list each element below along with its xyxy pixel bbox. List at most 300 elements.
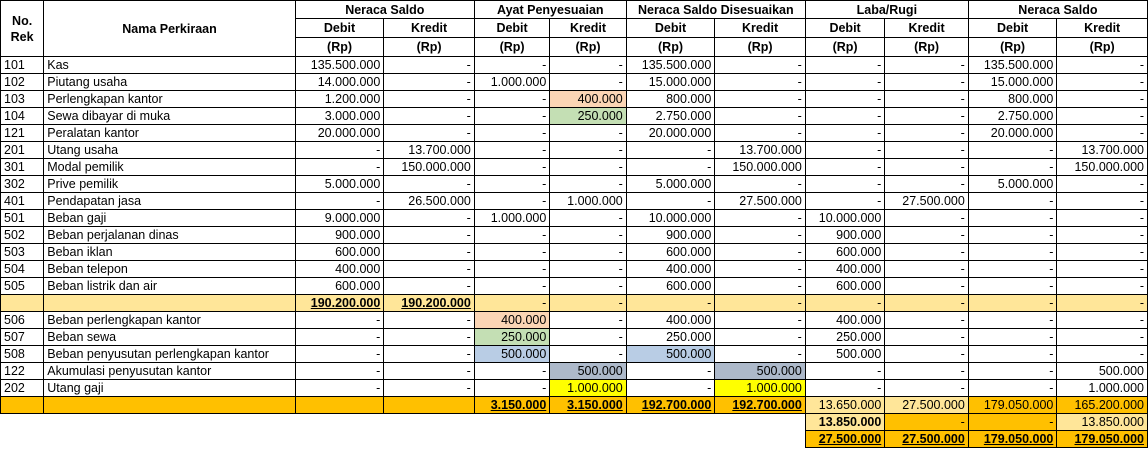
account-number: 507 xyxy=(1,329,44,346)
amount-cell: 20.000.000 xyxy=(295,125,384,142)
table-row xyxy=(1,142,1148,159)
amount-cell: 27.500.000 xyxy=(885,193,969,210)
header-kredit: Kredit xyxy=(715,19,806,38)
amount-cell: - xyxy=(968,278,1057,295)
amount-cell: - xyxy=(715,244,806,261)
amount-cell: 1.200.000 xyxy=(295,91,384,108)
amount-cell: 900.000 xyxy=(626,227,715,244)
amount-cell: 500.000 xyxy=(805,346,884,363)
amount-cell: - xyxy=(1057,346,1148,363)
header-group-laba-rugi: Laba/Rugi xyxy=(805,1,968,19)
amount-cell: 900.000 xyxy=(295,227,384,244)
account-number: 104 xyxy=(1,108,44,125)
amount-cell: 13.700.000 xyxy=(1057,142,1148,159)
amount-cell: - xyxy=(968,295,1057,312)
amount-cell: - xyxy=(384,125,475,142)
amount-cell: - xyxy=(384,176,475,193)
amount-cell: - xyxy=(626,295,715,312)
summary-cell: - xyxy=(968,414,1057,431)
amount-cell: 3.000.000 xyxy=(295,108,384,125)
header-group-neraca-saldo-akhir: Neraca Saldo xyxy=(968,1,1147,19)
header-debit: Debit xyxy=(474,19,549,38)
amount-cell: - xyxy=(384,312,475,329)
header-kredit: Kredit xyxy=(384,19,475,38)
account-name: Sewa dibayar di muka xyxy=(44,108,296,125)
amount-cell: 165.200.000 xyxy=(1057,397,1148,414)
summary-row xyxy=(1,414,1148,431)
amount-cell: 9.000.000 xyxy=(295,210,384,227)
account-number: 101 xyxy=(1,57,44,74)
amount-cell: - xyxy=(715,278,806,295)
summary-cell: 27.500.000 xyxy=(885,431,969,448)
amount-cell: 135.500.000 xyxy=(968,57,1057,74)
amount-cell: - xyxy=(885,108,969,125)
account-number: 508 xyxy=(1,346,44,363)
amount-cell: - xyxy=(1057,176,1148,193)
amount-cell: - xyxy=(805,363,884,380)
amount-cell: - xyxy=(550,329,626,346)
amount-cell: - xyxy=(384,91,475,108)
table-row xyxy=(1,74,1148,91)
amount-cell: 1.000.000 xyxy=(1057,380,1148,397)
amount-cell: - xyxy=(885,329,969,346)
amount-cell: 3.150.000 xyxy=(550,397,626,414)
header-debit: Debit xyxy=(295,19,384,38)
account-name xyxy=(44,295,296,312)
amount-cell: - xyxy=(384,329,475,346)
amount-cell: - xyxy=(474,261,549,278)
amount-cell: - xyxy=(968,244,1057,261)
header-unit: (Rp) xyxy=(474,38,549,57)
account-number: 501 xyxy=(1,210,44,227)
amount-cell: 1.000.000 xyxy=(550,380,626,397)
table-row xyxy=(1,278,1148,295)
amount-cell: 1.000.000 xyxy=(474,74,549,91)
account-name: Beban gaji xyxy=(44,210,296,227)
amount-cell: 5.000.000 xyxy=(295,176,384,193)
amount-cell: - xyxy=(1057,227,1148,244)
account-name: Modal pemilik xyxy=(44,159,296,176)
header-kredit: Kredit xyxy=(1057,19,1148,38)
amount-cell: - xyxy=(384,210,475,227)
amount-cell: 5.000.000 xyxy=(968,176,1057,193)
amount-cell: - xyxy=(550,295,626,312)
amount-cell: - xyxy=(550,57,626,74)
account-number: 302 xyxy=(1,176,44,193)
amount-cell: - xyxy=(550,74,626,91)
amount-cell: 800.000 xyxy=(968,91,1057,108)
amount-cell: - xyxy=(885,74,969,91)
summary-cell: 13.850.000 xyxy=(805,414,884,431)
table-row xyxy=(1,159,1148,176)
amount-cell: - xyxy=(1057,244,1148,261)
account-number xyxy=(1,295,44,312)
amount-cell: - xyxy=(474,227,549,244)
account-number: 102 xyxy=(1,74,44,91)
summary-cell: 13.850.000 xyxy=(1057,414,1148,431)
amount-cell: - xyxy=(968,227,1057,244)
amount-cell: - xyxy=(384,261,475,278)
amount-cell: - xyxy=(805,57,884,74)
amount-cell: - xyxy=(715,91,806,108)
amount-cell: - xyxy=(885,312,969,329)
amount-cell: - xyxy=(1057,91,1148,108)
amount-cell: - xyxy=(805,142,884,159)
amount-cell: - xyxy=(384,57,475,74)
amount-cell: - xyxy=(968,159,1057,176)
account-name: Utang usaha xyxy=(44,142,296,159)
summary-row xyxy=(1,431,1148,448)
amount-cell: 150.000.000 xyxy=(715,159,806,176)
amount-cell: - xyxy=(550,227,626,244)
amount-cell: 500.000 xyxy=(1057,363,1148,380)
amount-cell: - xyxy=(805,91,884,108)
account-number: 121 xyxy=(1,125,44,142)
amount-cell: - xyxy=(805,74,884,91)
account-name: Beban perlengkapan kantor xyxy=(44,312,296,329)
amount-cell: - xyxy=(1057,57,1148,74)
amount-cell: - xyxy=(384,244,475,261)
amount-cell: - xyxy=(1057,329,1148,346)
amount-cell: - xyxy=(295,193,384,210)
table-row xyxy=(1,125,1148,142)
account-number: 502 xyxy=(1,227,44,244)
amount-cell: - xyxy=(805,176,884,193)
header-group-ayat-penyesuaian: Ayat Penyesuaian xyxy=(474,1,626,19)
amount-cell: - xyxy=(1057,312,1148,329)
amount-cell: - xyxy=(805,380,884,397)
amount-cell: - xyxy=(626,380,715,397)
amount-cell: - xyxy=(885,210,969,227)
amount-cell: - xyxy=(885,244,969,261)
amount-cell: - xyxy=(885,142,969,159)
amount-cell: - xyxy=(626,193,715,210)
amount-cell: - xyxy=(626,142,715,159)
summary-spacer xyxy=(1,414,806,431)
amount-cell: - xyxy=(474,244,549,261)
account-number: 504 xyxy=(1,261,44,278)
amount-cell: - xyxy=(474,91,549,108)
amount-cell: - xyxy=(715,108,806,125)
amount-cell: 13.700.000 xyxy=(384,142,475,159)
table-row xyxy=(1,227,1148,244)
amount-cell: - xyxy=(968,193,1057,210)
amount-cell: - xyxy=(715,346,806,363)
amount-cell: 2.750.000 xyxy=(626,108,715,125)
account-name: Beban iklan xyxy=(44,244,296,261)
header-unit: (Rp) xyxy=(626,38,715,57)
amount-cell: - xyxy=(805,125,884,142)
amount-cell: 27.500.000 xyxy=(885,397,969,414)
amount-cell: - xyxy=(1057,108,1148,125)
amount-cell: - xyxy=(474,142,549,159)
amount-cell: - xyxy=(550,278,626,295)
account-number: 103 xyxy=(1,91,44,108)
summary-cell: - xyxy=(885,414,969,431)
account-number: 122 xyxy=(1,363,44,380)
amount-cell: - xyxy=(968,210,1057,227)
table-row xyxy=(1,329,1148,346)
header-kredit: Kredit xyxy=(885,19,969,38)
amount-cell: 600.000 xyxy=(626,244,715,261)
header-unit: (Rp) xyxy=(805,38,884,57)
amount-cell: - xyxy=(384,380,475,397)
amount-cell: 190.200.000 xyxy=(295,295,384,312)
table-row xyxy=(1,295,1148,312)
amount-cell: - xyxy=(715,329,806,346)
table-row xyxy=(1,397,1148,414)
header-debit: Debit xyxy=(968,19,1057,38)
amount-cell: 192.700.000 xyxy=(626,397,715,414)
amount-cell: - xyxy=(885,295,969,312)
amount-cell: - xyxy=(885,227,969,244)
amount-cell: 10.000.000 xyxy=(626,210,715,227)
amount-cell xyxy=(384,397,475,414)
amount-cell: 600.000 xyxy=(626,278,715,295)
account-name xyxy=(44,397,296,414)
amount-cell: - xyxy=(1057,278,1148,295)
amount-cell: - xyxy=(885,278,969,295)
amount-cell: - xyxy=(474,363,549,380)
amount-cell: 400.000 xyxy=(474,312,549,329)
amount-cell: - xyxy=(550,125,626,142)
amount-cell: 500.000 xyxy=(715,363,806,380)
amount-cell: - xyxy=(885,363,969,380)
amount-cell: - xyxy=(384,346,475,363)
amount-cell: - xyxy=(968,363,1057,380)
account-number xyxy=(1,397,44,414)
header-unit: (Rp) xyxy=(384,38,475,57)
header-nama-perkiraan: Nama Perkiraan xyxy=(44,1,296,57)
amount-cell: - xyxy=(474,295,549,312)
amount-cell: - xyxy=(1057,125,1148,142)
amount-cell: - xyxy=(885,57,969,74)
account-number: 503 xyxy=(1,244,44,261)
amount-cell: - xyxy=(384,74,475,91)
amount-cell: 250.000 xyxy=(805,329,884,346)
amount-cell: 800.000 xyxy=(626,91,715,108)
table-row xyxy=(1,193,1148,210)
amount-cell: - xyxy=(384,108,475,125)
table-row xyxy=(1,261,1148,278)
table-row xyxy=(1,57,1148,74)
amount-cell: 1.000.000 xyxy=(715,380,806,397)
table-row xyxy=(1,380,1148,397)
amount-cell: 1.000.000 xyxy=(474,210,549,227)
amount-cell: - xyxy=(550,142,626,159)
account-name: Prive pemilik xyxy=(44,176,296,193)
amount-cell: 500.000 xyxy=(626,346,715,363)
amount-cell: - xyxy=(474,108,549,125)
summary-spacer xyxy=(1,431,806,448)
account-name: Beban penyusutan perlengkapan kantor xyxy=(44,346,296,363)
amount-cell: - xyxy=(968,329,1057,346)
amount-cell: - xyxy=(1057,261,1148,278)
amount-cell: 2.750.000 xyxy=(968,108,1057,125)
header-unit: (Rp) xyxy=(550,38,626,57)
amount-cell: - xyxy=(715,295,806,312)
amount-cell: 250.000 xyxy=(626,329,715,346)
amount-cell: 600.000 xyxy=(295,244,384,261)
amount-cell: - xyxy=(295,329,384,346)
amount-cell: 600.000 xyxy=(805,244,884,261)
amount-cell: 20.000.000 xyxy=(626,125,715,142)
header-unit: (Rp) xyxy=(295,38,384,57)
amount-cell: 5.000.000 xyxy=(626,176,715,193)
table-row xyxy=(1,312,1148,329)
amount-cell: - xyxy=(384,363,475,380)
amount-cell: 1.000.000 xyxy=(550,193,626,210)
amount-cell: 15.000.000 xyxy=(626,74,715,91)
amount-cell: 27.500.000 xyxy=(715,193,806,210)
account-name: Utang gaji xyxy=(44,380,296,397)
amount-cell: - xyxy=(295,346,384,363)
amount-cell: - xyxy=(550,261,626,278)
header-debit: Debit xyxy=(626,19,715,38)
amount-cell: - xyxy=(715,227,806,244)
amount-cell: - xyxy=(295,159,384,176)
amount-cell: - xyxy=(805,159,884,176)
account-number: 505 xyxy=(1,278,44,295)
amount-cell: - xyxy=(384,278,475,295)
amount-cell: 3.150.000 xyxy=(474,397,549,414)
amount-cell: 150.000.000 xyxy=(384,159,475,176)
amount-cell: 135.500.000 xyxy=(295,57,384,74)
account-number: 202 xyxy=(1,380,44,397)
amount-cell: - xyxy=(1057,193,1148,210)
table-row xyxy=(1,91,1148,108)
amount-cell: - xyxy=(550,244,626,261)
amount-cell: - xyxy=(295,312,384,329)
amount-cell: - xyxy=(550,346,626,363)
amount-cell: - xyxy=(474,278,549,295)
summary-cell: 27.500.000 xyxy=(805,431,884,448)
amount-cell: - xyxy=(805,295,884,312)
amount-cell: 400.000 xyxy=(805,312,884,329)
amount-cell xyxy=(295,397,384,414)
amount-cell: 400.000 xyxy=(626,261,715,278)
account-name: Akumulasi penyusutan kantor xyxy=(44,363,296,380)
account-name: Peralatan kantor xyxy=(44,125,296,142)
amount-cell: 192.700.000 xyxy=(715,397,806,414)
amount-cell: - xyxy=(715,312,806,329)
amount-cell: 13.650.000 xyxy=(805,397,884,414)
account-name: Piutang usaha xyxy=(44,74,296,91)
amount-cell: 14.000.000 xyxy=(295,74,384,91)
account-name: Perlengkapan kantor xyxy=(44,91,296,108)
header-group-neraca-saldo: Neraca Saldo xyxy=(295,1,474,19)
header-unit: (Rp) xyxy=(885,38,969,57)
account-name: Beban perjalanan dinas xyxy=(44,227,296,244)
amount-cell: 600.000 xyxy=(295,278,384,295)
header-no-rek: No. Rek xyxy=(1,1,44,57)
amount-cell: - xyxy=(474,176,549,193)
amount-cell: - xyxy=(805,193,884,210)
amount-cell: - xyxy=(885,159,969,176)
amount-cell: - xyxy=(550,210,626,227)
amount-cell: - xyxy=(1057,295,1148,312)
amount-cell: - xyxy=(295,142,384,159)
amount-cell: - xyxy=(626,363,715,380)
amount-cell: - xyxy=(968,142,1057,159)
amount-cell: 400.000 xyxy=(626,312,715,329)
amount-cell: 250.000 xyxy=(474,329,549,346)
amount-cell: - xyxy=(295,363,384,380)
amount-cell: - xyxy=(885,261,969,278)
amount-cell: - xyxy=(968,380,1057,397)
amount-cell: - xyxy=(885,380,969,397)
account-name: Beban sewa xyxy=(44,329,296,346)
header-kredit: Kredit xyxy=(550,19,626,38)
amount-cell: - xyxy=(384,227,475,244)
amount-cell: 150.000.000 xyxy=(1057,159,1148,176)
amount-cell: - xyxy=(715,125,806,142)
amount-cell: - xyxy=(715,74,806,91)
amount-cell: - xyxy=(968,261,1057,278)
table-row xyxy=(1,346,1148,363)
table-row xyxy=(1,363,1148,380)
header-group-neraca-saldo-disesuaikan: Neraca Saldo Disesuaikan xyxy=(626,1,805,19)
amount-cell: 135.500.000 xyxy=(626,57,715,74)
amount-cell: 500.000 xyxy=(550,363,626,380)
header-unit: (Rp) xyxy=(1057,38,1148,57)
header-unit: (Rp) xyxy=(715,38,806,57)
amount-cell: 26.500.000 xyxy=(384,193,475,210)
amount-cell: - xyxy=(626,159,715,176)
amount-cell: - xyxy=(885,176,969,193)
amount-cell: 179.050.000 xyxy=(968,397,1057,414)
amount-cell: - xyxy=(885,346,969,363)
table-row xyxy=(1,244,1148,261)
amount-cell: - xyxy=(715,176,806,193)
amount-cell: 190.200.000 xyxy=(384,295,475,312)
summary-cell: 179.050.000 xyxy=(1057,431,1148,448)
account-name: Beban listrik dan air xyxy=(44,278,296,295)
amount-cell: 400.000 xyxy=(550,91,626,108)
account-name: Kas xyxy=(44,57,296,74)
table-row xyxy=(1,108,1148,125)
account-number: 506 xyxy=(1,312,44,329)
table-row xyxy=(1,176,1148,193)
amount-cell: - xyxy=(968,346,1057,363)
amount-cell: - xyxy=(474,193,549,210)
account-name: Beban telepon xyxy=(44,261,296,278)
account-name: Pendapatan jasa xyxy=(44,193,296,210)
amount-cell: 250.000 xyxy=(550,108,626,125)
amount-cell: - xyxy=(550,176,626,193)
amount-cell: 10.000.000 xyxy=(805,210,884,227)
amount-cell: - xyxy=(715,57,806,74)
account-number: 401 xyxy=(1,193,44,210)
amount-cell: 13.700.000 xyxy=(715,142,806,159)
amount-cell: - xyxy=(1057,74,1148,91)
table-row xyxy=(1,210,1148,227)
amount-cell: 15.000.000 xyxy=(968,74,1057,91)
summary-cell: 179.050.000 xyxy=(968,431,1057,448)
amount-cell: - xyxy=(885,125,969,142)
amount-cell: - xyxy=(1057,210,1148,227)
amount-cell: - xyxy=(550,312,626,329)
amount-cell: - xyxy=(715,261,806,278)
account-number: 201 xyxy=(1,142,44,159)
amount-cell: - xyxy=(968,312,1057,329)
header-debit: Debit xyxy=(805,19,884,38)
account-number: 301 xyxy=(1,159,44,176)
amount-cell: 600.000 xyxy=(805,278,884,295)
header-unit: (Rp) xyxy=(968,38,1057,57)
amount-cell: 400.000 xyxy=(295,261,384,278)
amount-cell: - xyxy=(550,159,626,176)
